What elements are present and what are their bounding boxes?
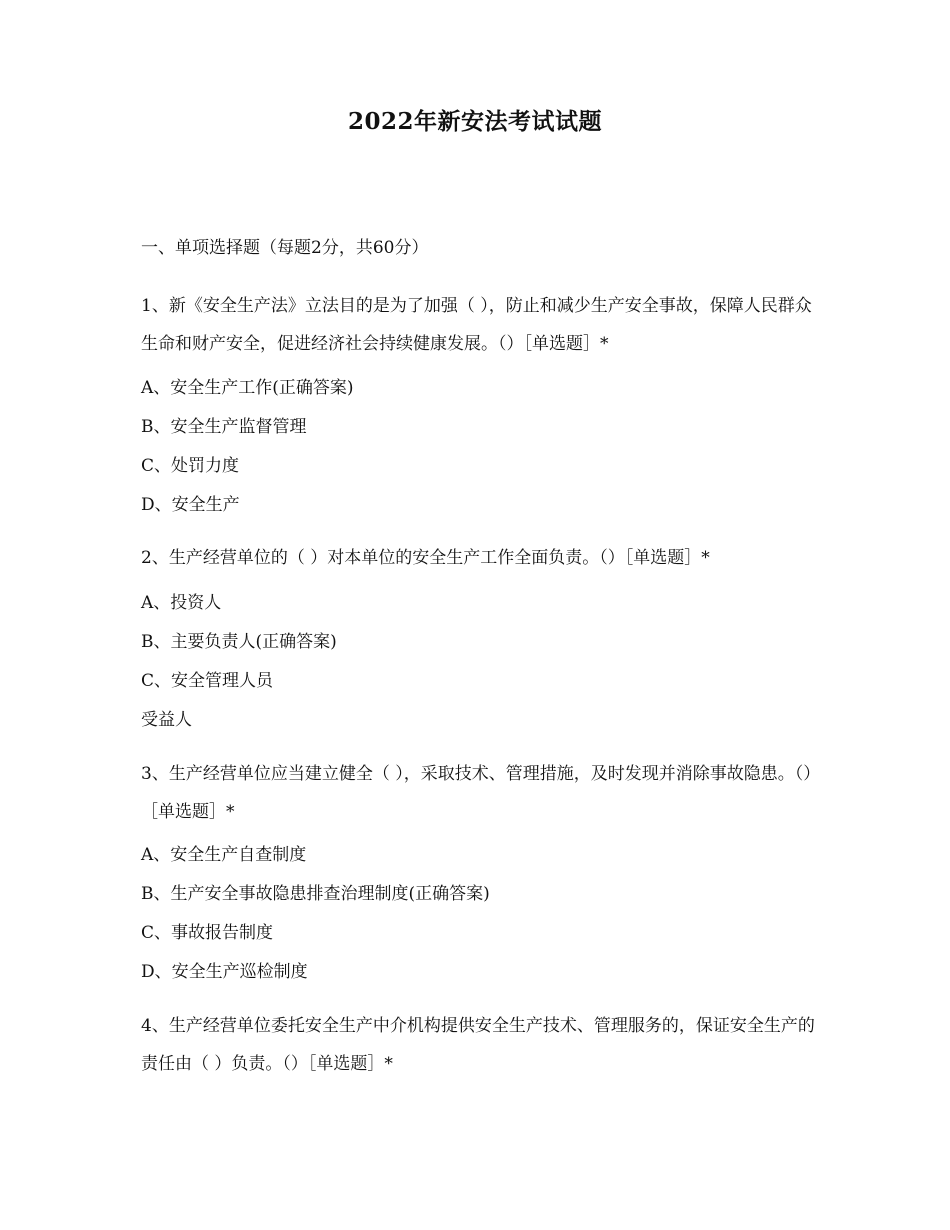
question-3-option-d: D、安全生产巡检制度 [141,962,308,982]
question-1-option-c: C、处罚力度 [141,456,240,476]
question-2-text: 2、生产经营单位的（ ）对本单位的安全生产工作全面负责。（）［单选题］* [141,548,710,568]
question-1-option-b: B、安全生产监督管理 [141,417,307,437]
question-2-option-d: 受益人 [141,710,192,730]
section-heading: 一、单项选择题（每题2分，共60分） [141,238,429,258]
question-3-option-a: A、安全生产自查制度 [141,845,307,865]
question-1-option-a: A、安全生产工作(正确答案) [141,378,354,398]
document-title: 2022年新安法考试试题 [347,108,602,135]
question-3-option-b: B、生产安全事故隐患排查治理制度(正确答案) [141,884,490,904]
question-1-option-d: D、安全生产 [141,495,240,515]
question-2-option-c: C、安全管理人员 [141,671,274,691]
question-1-text: 1、新《安全生产法》立法目的是为了加强（ ），防止和减少生产安全事故，保障人民群众生命和财产安全，促进经济社会持续健康发展。（）［单选题］* [141,296,812,354]
question-3-text: 3、生产经营单位应当建立健全（ ），采取技术、管理措施，及时发现并消除事故隐患。（）［单选题］* [141,764,821,822]
question-4-text: 4、生产经营单位委托安全生产中介机构提供安全生产技术、管理服务的，保证安全生产的责任由（ ）负责。（）［单选题］* [141,1016,815,1074]
question-2-option-b: B、主要负责人(正确答案) [141,632,337,652]
question-3-option-c: C、事故报告制度 [141,923,274,943]
question-2-option-a: A、投资人 [141,593,222,613]
